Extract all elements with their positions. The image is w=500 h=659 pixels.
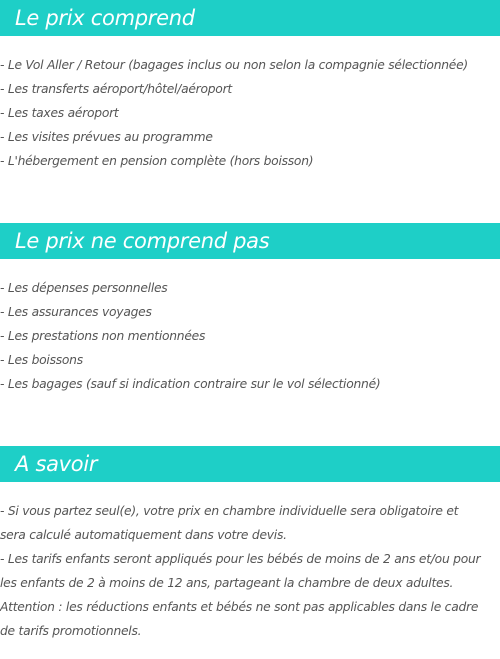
- paragraph-line: Attention : les réductions enfants et bébés ne sont pas applicables dans le cadre: [0, 600, 479, 614]
- list-item: - Les boissons: [0, 353, 83, 367]
- paragraph-line: les enfants de 2 à moins de 12 ans, partageant la chambre de deux adultes.: [0, 576, 454, 590]
- excluded-list: [0, 276, 380, 396]
- list-item: - Les prestations non mentionnées: [0, 329, 206, 343]
- section-banner: [0, 446, 500, 482]
- list-item: - Les transferts aéroport/hôtel/aéroport: [0, 82, 232, 96]
- section-title: Le prix ne comprend pas: [15, 229, 270, 253]
- paragraph-line: - Les tarifs enfants seront appliqués pour les bébés de moins de 2 ans et/ou pour: [0, 552, 481, 566]
- section-price-excludes: [0, 223, 500, 391]
- list-item: - Les bagages (sauf si indication contraire sur le vol sélectionné): [0, 377, 381, 391]
- list-item: - Les dépenses personnelles: [0, 281, 168, 295]
- list-item: - Les assurances voyages: [0, 305, 152, 319]
- section-banner: [0, 223, 500, 259]
- list-item: - L'hébergement en pension complète (hors boisson): [0, 154, 314, 168]
- list-item: - Les taxes aéroport: [0, 106, 119, 120]
- included-list: [0, 53, 468, 173]
- info-paragraph: [0, 499, 500, 643]
- paragraph-line: - Si vous partez seul(e), votre prix en chambre individuelle sera obligatoire et: [0, 504, 459, 518]
- paragraph-line: sera calculé automatiquement dans votre devis.: [0, 528, 287, 542]
- section-title: Le prix comprend: [15, 6, 195, 30]
- paragraph-line: de tarifs promotionnels.: [0, 624, 142, 638]
- section-good-to-know: [0, 446, 500, 638]
- section-price-includes: [0, 0, 500, 168]
- section-title: A savoir: [15, 452, 98, 476]
- list-item: - Le Vol Aller / Retour (bagages inclus ou non selon la compagnie sélectionnée): [0, 58, 468, 72]
- list-item: - Les visites prévues au programme: [0, 130, 213, 144]
- section-banner: [0, 0, 500, 36]
